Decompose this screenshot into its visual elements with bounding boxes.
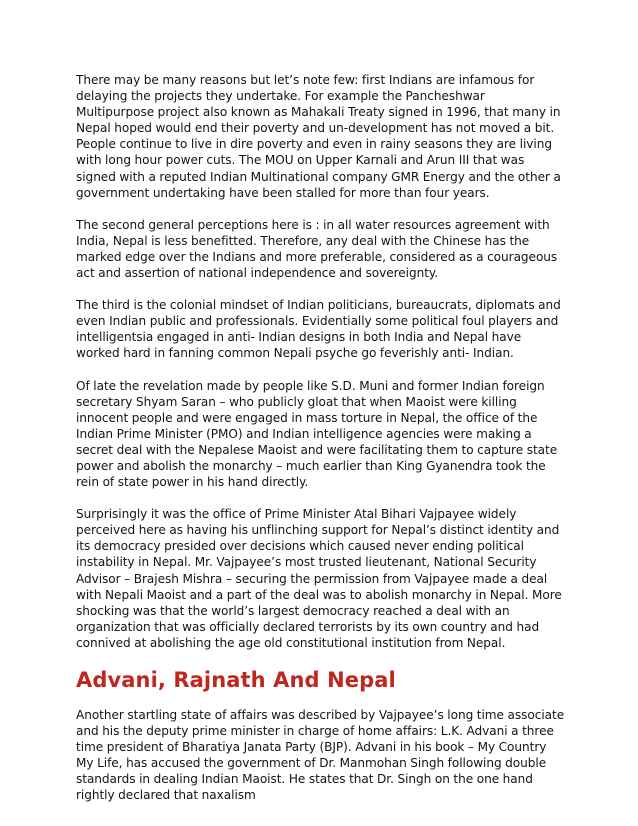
paragraph-colonial-mindset: The third is the colonial mindset of Indian politicians, bureaucrats, diplomats and even Indian public and professionals. Evidentially some political foul players and intelligentsia engaged in anti- Indian designs in both India and Nepal have worked hard in fanning common Nepali psyche go feverishly anti- Indian. [76,298,561,361]
paragraph-reasons: There may be many reasons but let’s note few: first Indians are infamous for delaying the projects they undertake. For example the Pancheshwar Multipurpose project also known as Mahakali Treaty signed in 1996, that many in Nepal hoped would end their poverty and un-development has not moved a bit. People continue to live in dire poverty and even in rainy seasons they are living with long hour power cuts. The MOU on Upper Karnali and Arun III that was signed with a reputed Indian Multinational company GMR Energy and the other a government undertaking have been stalled for more than four years. [76,73,561,200]
document-body [76,72,566,820]
paragraph-advani: Another startling state of affairs was described by Vajpayee’s long time associate and his the deputy prime minister in charge of home affairs: L.K. Advani a three time president of Bharatiya Janata Party (BJP). Advani in his book – My Country My Life, has accused the government of Dr. Manmohan Singh following double standards in dealing Indian Maoist. He states that Dr. Singh on the one hand rightly declared that naxalism [76,708,565,803]
section-heading: Advani, Rajnath And Nepal [76,668,396,692]
paragraph-vajpayee: Surprisingly it was the office of Prime Minister Atal Bihari Vajpayee widely perceived here as having his unflinching support for Nepal’s distinct identity and its democracy presided over decisions which caused never ending political instability in Nepal. Mr. Vajpayee’s most trusted lieutenant, National Security Advisor – Brajesh Mishra – securing the permission from Vajpayee made a deal with Nepali Maoist and a part of the deal was to abolish monarchy in Nepal. More shocking was that the world’s largest democracy reached a deal with an organization that was officially declared terrorists by its own country and had connived at abolishing the age old constitutional institution from Nepal. [76,507,562,650]
paragraph-second-perception: The second general perceptions here is : in all water resources agreement with India, Nepal is less benefitted. Therefore, any deal with the Chinese has the marked edge over the Indians and more preferable, considered as a courageous act and assertion of national independence and sovereignty. [76,217,558,281]
paragraph-revelation: Of late the revelation made by people like S.D. Muni and former Indian foreign secretary Shyam Saran – who publicly gloat that when Maoist were killing innocent people and were engaged in mass torture in Nepal, the office of the Indian Prime Minister (PMO) and Indian intelligence agencies were making a secret deal with the Nepalese Maoist and were facilitating them to capture state power and abolish the monarchy – much earlier than King Gyanendra took the rein of state power in his hand directly. [76,378,558,490]
